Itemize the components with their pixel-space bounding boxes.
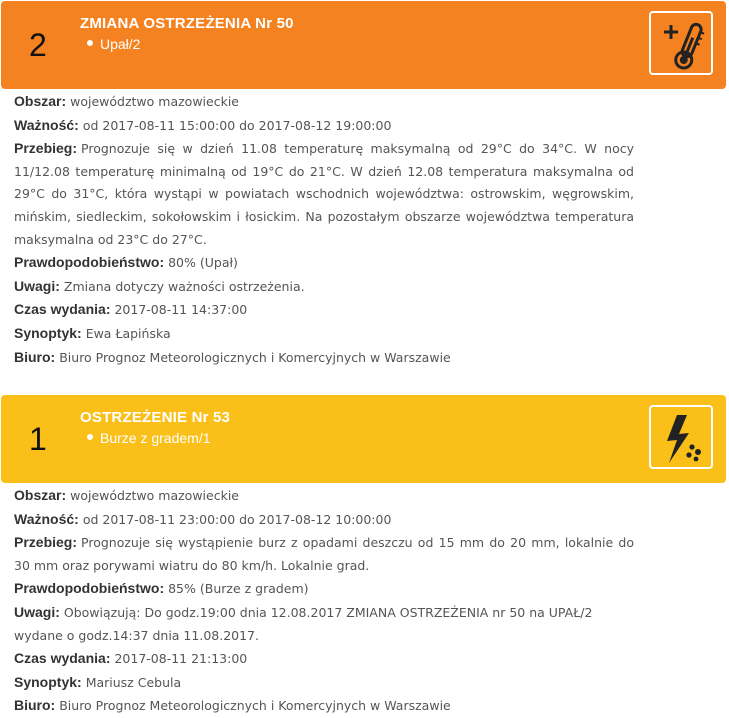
issued-row: Czas wydania: 2017-08-11 21:13:00 [14,650,248,667]
validity-row: Ważność: od 2017-08-11 23:00:00 do 2017-08-12 10:00:00 [14,510,392,527]
warning-details [14,90,634,369]
probability-row: Prawdopodobieństwo: 85% (Burze z gradem) [14,580,309,597]
warning-banner [1,1,726,89]
warning-level: 1 [29,421,47,457]
phenomenon-text: Burze z gradem/1 [100,430,211,446]
phenomenon-text: Upał/2 [100,36,141,52]
forecaster-row: Synoptyk: Mariusz Cebula [14,673,182,690]
probability-row: Prawdopodobieństwo: 80% (Upał) [14,254,238,271]
forecaster-row: Synoptyk: Ewa Łapińska [14,324,171,341]
validity-row: Ważność: od 2017-08-11 15:00:00 do 2017-08-12 19:00:00 [14,116,392,133]
warning-title: ZMIANA OSTRZEŻENIA Nr 50 [80,15,294,32]
remarks-row: Uwagi: Zmiana dotyczy ważności ostrzeżenia. [14,277,305,294]
remarks-row: Uwagi: Obowiązują: Do godz.19:00 dnia 12.08.2017 ZMIANA OSTRZEŻENIA nr 50 na UPAŁ/2 wydane o godz.14:37 dnia 11.08.2017. [14,603,593,643]
issued-row: Czas wydania: 2017-08-11 14:37:00 [14,301,248,318]
warning-banner [1,395,726,483]
warning-phenomenon [87,428,211,448]
area-row: Obszar: województwo mazowieckie [14,93,239,109]
warning-level: 2 [29,27,47,63]
bullet-icon [87,434,93,440]
storm-hail-icon [649,405,713,469]
warning-title: OSTRZEŻENIE Nr 53 [80,409,231,426]
course-row: Przebieg: Prognozuje się wystąpienie burz z opadami deszczu od 15 mm do 20 mm, lokalnie do 30 mm oraz porywami wiatru do 80 km/h. Lokalnie grad. [14,534,634,573]
office-row: Biuro: Biuro Prognoz Meteorologicznych i Komercyjnych w Warszawie [14,348,451,365]
area-row: Obszar: województwo mazowieckie [14,487,239,503]
office-row: Biuro: Biuro Prognoz Meteorologicznych i Komercyjnych w Warszawie [14,697,451,714]
course-row: Przebieg: Prognozuje się w dzień 11.08 temperaturę maksymalną od 29°C do 34°C. W nocy 11/12.08 temperaturę minimalną od 19°C do 21°C. W dzień 12.08 temperatura maksymalna od 29°C do 31°C, która wystąpi w powiatach wschodnich województwa: ostrowskim, węgrowskim, mińskim, siedleckim, sokołowskim i łosickim. Na pozostałym obszarze województwa temperatura maksymalna od 23°C do 27°C. [14,140,634,247]
warning-phenomenon [87,34,140,54]
bullet-icon [87,40,93,46]
heat-thermometer-icon [649,11,713,75]
warning-details [14,484,634,718]
